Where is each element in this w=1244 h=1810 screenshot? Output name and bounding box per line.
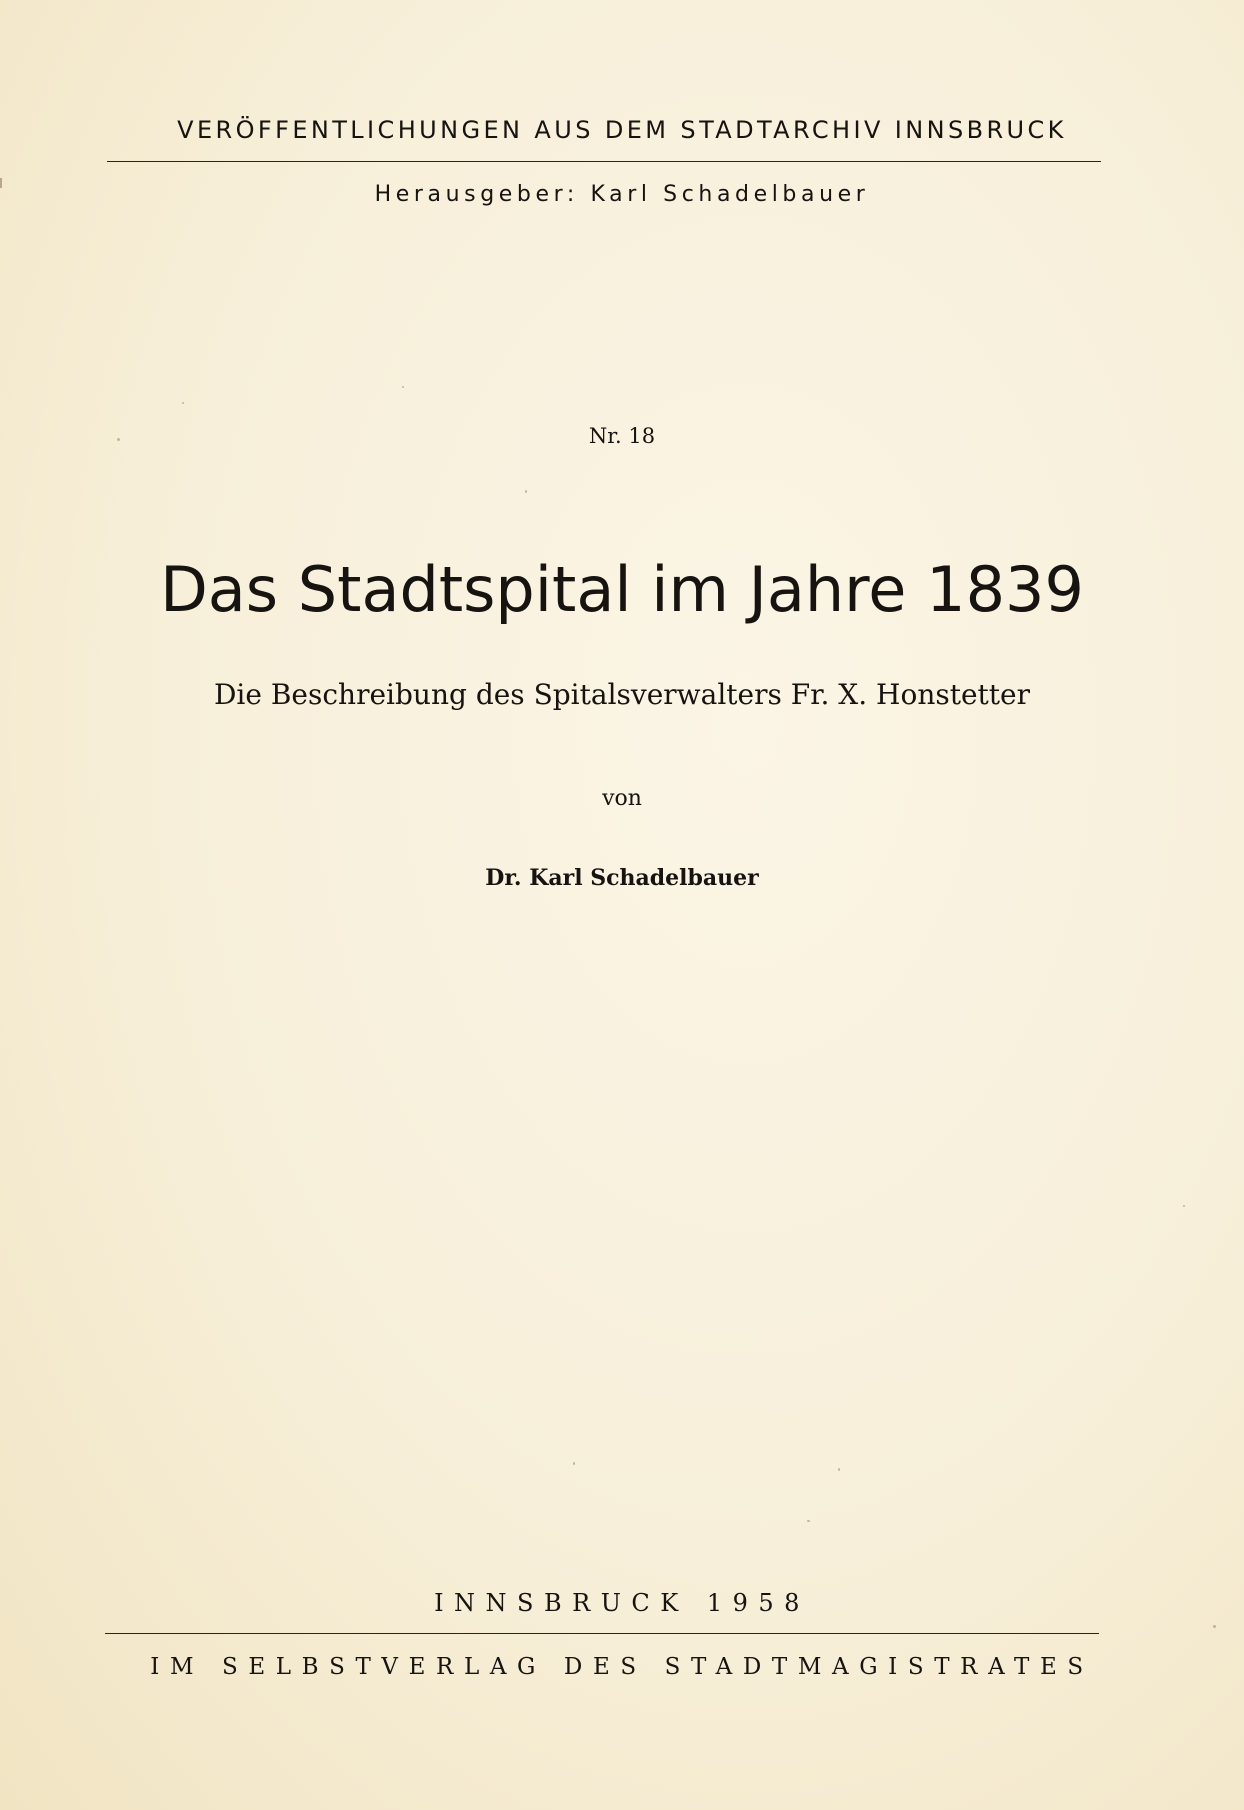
paper-speck [402, 386, 404, 388]
publisher-line: IM SELBSTVERLAG DES STADTMAGISTRATES [150, 1654, 1094, 1680]
paper-speck [117, 438, 120, 441]
editor-line: Herausgeber: Karl Schadelbauer [374, 182, 870, 207]
paper-speck [1183, 1205, 1185, 1207]
series-title: VERÖFFENTLICHUNGEN AUS DEM STADTARCHIV INNSBRUCK [177, 116, 1067, 144]
bottom-rule [105, 1633, 1099, 1634]
book-title: Das Stadtspital im Jahre 1839 [160, 553, 1084, 626]
book-subtitle: Die Beschreibung des Spitalsverwalters Fr. X. Honstetter [213, 678, 1031, 711]
paper-speck [1213, 1625, 1216, 1628]
place-year: INNSBRUCK 1958 [434, 1589, 810, 1617]
top-rule [107, 161, 1101, 162]
paper-speck [0, 178, 2, 188]
paper-speck [807, 1520, 810, 1522]
paper-speck [525, 490, 527, 493]
volume-number: Nr. 18 [588, 424, 656, 448]
by-line: von [602, 786, 642, 811]
paper-speck [182, 402, 184, 404]
paper-speck [838, 1468, 840, 1471]
paper-speck [573, 1462, 575, 1465]
author-name: Dr. Karl Schadelbauer [485, 865, 759, 891]
